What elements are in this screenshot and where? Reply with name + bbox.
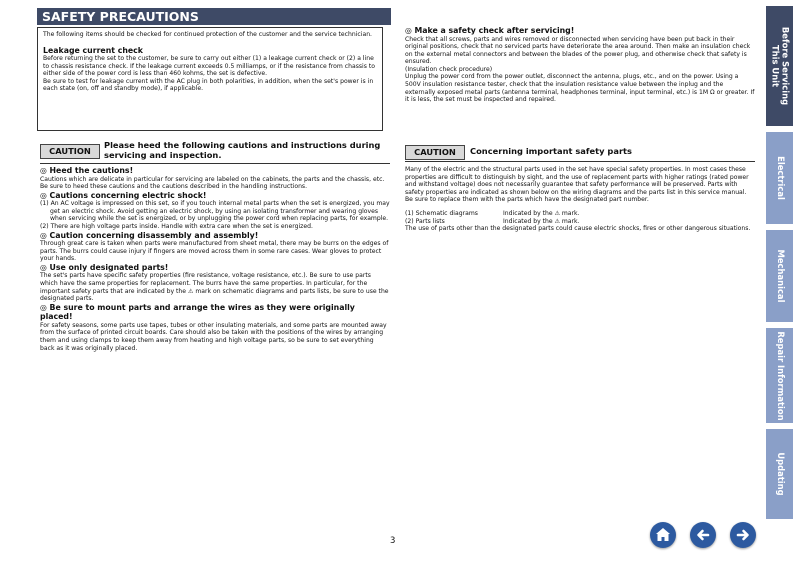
tab-label: Before Servicing This Unit [770, 26, 790, 106]
procedure-label: (Insulation check procedure) [405, 65, 493, 73]
closing-text: The use of parts other than the designated parts could cause electric shocks, fires or other dangerous situations. [405, 225, 751, 233]
list-item [405, 210, 755, 218]
safety-check-heading: ◎ Make a safety check after servicing! [405, 26, 575, 35]
tab-repair-information[interactable] [766, 328, 793, 423]
safety-check-section [405, 26, 755, 104]
disassembly-heading: ◎ Caution concerning disassembly and assembly! [40, 230, 259, 240]
caution-title-left: Please heed the following cautions and instructions during servicing and inspection. [104, 140, 381, 160]
disassembly-text: Through great care is taken when parts were manufactured from sheet metal, there may be burrs on the edges of parts. The burrs could cause injury if fingers are moved across them in some rare cases. Wear gloves to protect your hands. [40, 240, 389, 263]
tab-updating[interactable] [766, 429, 793, 519]
shock-heading: ◎ Cautions concerning electric shock! [40, 190, 207, 200]
shock-item-1: (1) An AC voltage is impressed on this set, so if you touch internal metal parts when the set is energized, you may get an electric shock. Avoid getting an electric shock, by using an isolating transformer and wearing gloves when servicing while the set is energized, or by unplugging the power cord when replacing parts, for example. [40, 200, 390, 223]
caution-left-body [40, 166, 390, 352]
home-button[interactable] [650, 522, 676, 548]
wires-text: For safety seasons, some parts use tapes, tubes or other insulating materials, and some parts are mounted away from the surface of printed circuit boards. Care should also be taken with the positions of the wires by arranging them and using clamps to keep them away from heating and high voltage parts, so be sure to set everything back as it was originally placed. [40, 321, 387, 352]
leakage-text-2: Be sure to test for leakage current with the AC plug in both polarities, in addition, when the set's power is in each state (on, off and standby mode), if applicable. [43, 77, 374, 93]
item-suffix: mark. [561, 217, 580, 225]
leakage-heading: Leakage current check [43, 45, 143, 55]
divider-right [405, 161, 755, 162]
caution-badge-right: CAUTION [405, 145, 465, 160]
item-value: Indicated by the [503, 217, 553, 225]
leakage-box [37, 27, 383, 131]
heed-heading: ◎ Heed the cautions! [40, 166, 134, 175]
heed-text: Cautions which are delicate in particular for servicing are labeled on the cabinets, the parts and the chassis, etc. Be sure to heed these cautions and the cautions described in the handling instructions. [40, 175, 385, 191]
tab-mechanical[interactable] [766, 230, 793, 322]
arrow-right-icon [730, 522, 756, 548]
forward-button[interactable] [730, 522, 756, 548]
designated-text [40, 272, 390, 302]
warning-triangle-icon: ⚠ [188, 287, 194, 295]
divider-left [40, 163, 390, 164]
warning-triangle-icon: ⚠ [552, 209, 562, 217]
designated-heading: ◎ Use only designated parts! [40, 262, 169, 272]
back-button[interactable] [690, 522, 716, 548]
page-number: 3 [390, 536, 396, 546]
list-item [405, 218, 755, 226]
item-value: Indicated by the [503, 209, 553, 217]
tab-label: Updating [775, 452, 786, 496]
intro-text: The following items should be checked for continued protection of the customer and the service technician. [43, 31, 372, 38]
item-suffix: mark. [561, 209, 580, 217]
designated-text-a: The set's parts have specific safety properties (fire resistance, voltage resistance, etc.). Be sure to use parts which have the same properties for replacement. The burrs have the same properties. In particular, for the important safety parts that are indicated by the [40, 272, 371, 295]
procedure-text: Unplug the power cord from the power outlet, disconnect the antenna, plugs, etc., and on the power. Using a 500V insulation resistance tester, check that the insulation resistance value between the inplug and the externally exposed metal parts (antenna terminal, headphones terminal, input terminal, etc.) is 1M Ω or greater. If it is less, the set must be inspected and repaired. [405, 73, 755, 104]
item-label: (2) Parts lists [405, 217, 445, 225]
warning-triangle-icon: ⚠ [552, 217, 562, 225]
arrow-left-icon [690, 522, 716, 548]
tab-label: Electrical [775, 156, 786, 200]
tab-before-servicing[interactable] [766, 6, 793, 126]
caution-badge-left: CAUTION [40, 144, 100, 159]
tab-label: Repair Information [775, 330, 786, 421]
caution-title-right: Concerning important safety parts [470, 146, 632, 156]
tab-electrical[interactable] [766, 132, 793, 224]
page-title: SAFETY PRECAUTIONS [37, 8, 391, 25]
shock-item-2: (2) There are high voltage parts inside. Handle with extra care when the set is energized. [40, 222, 313, 230]
home-icon [650, 522, 676, 548]
tab-label: Mechanical [775, 249, 786, 303]
wires-heading: ◎ Be sure to mount parts and arrange the wires as they were originally placed! [40, 302, 355, 322]
safety-parts-text: Many of the electric and the structural parts used in the set have special safety properties. In most cases these properties are difficult to distinguish by sight, and the use of replacement parts with higher ratings (rated power and withstand voltage) does not necessarily guarantee that safety performance will be preserved. Parts with safety properties are indicated as shown below on the wiring diagrams and the parts list in this service manual. Be sure to replace them with the parts which have the designated part number. [405, 166, 749, 204]
leakage-text: Before returning the set to the customer, be sure to carry out either (1) a leakage current check or (2) a line to chassis resistance check. If the leakage current exceeds 0.5 milliamps, or if the resistance from chassis to either side of the power cord is less than 460 kohms, the set is defective. [43, 55, 375, 78]
designated-text-b: mark on schematic diagrams and parts lists, be sure to use the designated parts. [40, 287, 389, 303]
item-label: (1) Schematic diagrams [405, 209, 478, 217]
caution-right-body [405, 166, 755, 233]
safety-check-text: Check that all screws, parts and wires removed or disconnected when servicing have been put back in their original positions, check that no serviced parts have deteriorate the area around. Then make an insulation check on the external metal connectors and between the blades of the power plug, and otherwise check that safety is ensured. [405, 35, 751, 66]
